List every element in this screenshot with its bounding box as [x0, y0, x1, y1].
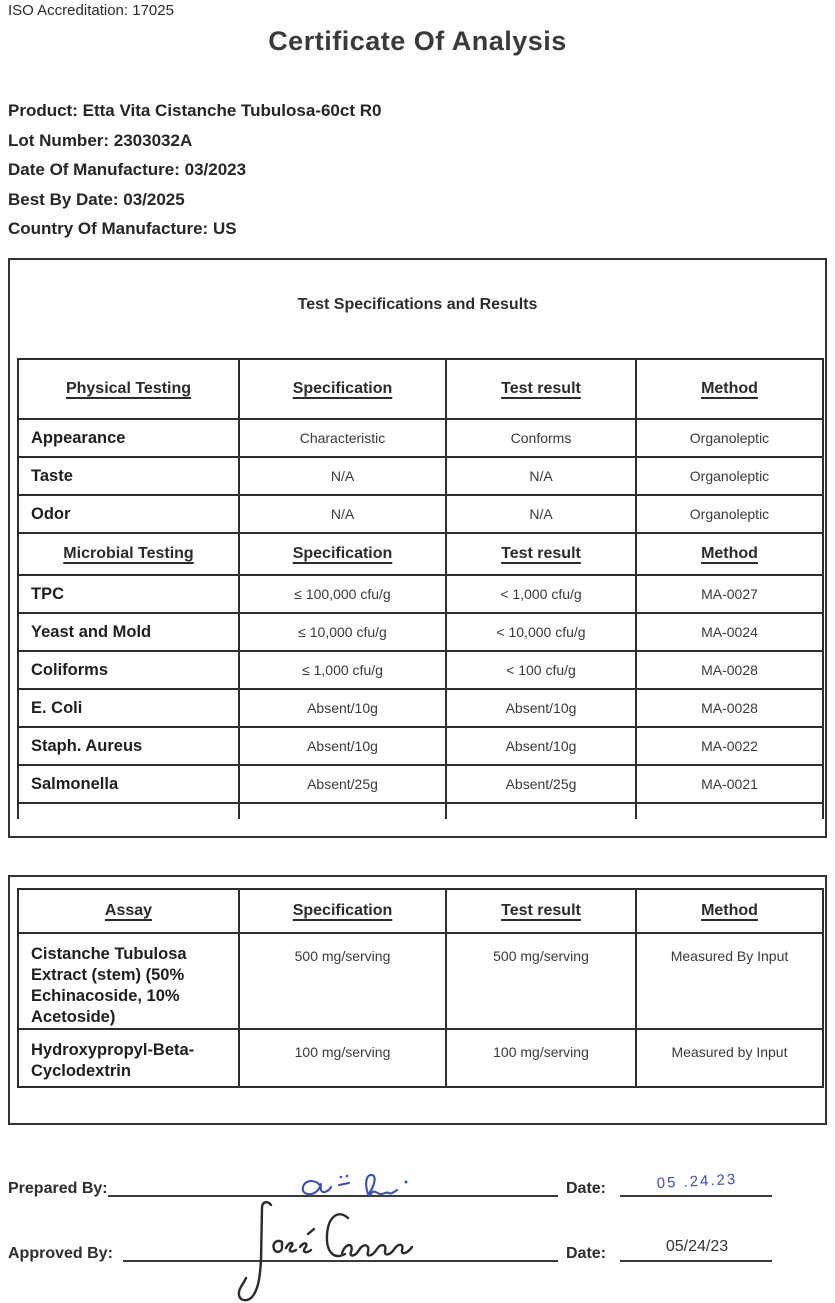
method-value: MA-0027 [636, 575, 823, 613]
approved-by-label: Approved By: [8, 1245, 113, 1262]
column-header-label: Specification [292, 545, 393, 562]
iso-accreditation-text: ISO Accreditation: 17025 [8, 2, 174, 19]
column-header-label: Method [701, 545, 758, 562]
clipped-cell [636, 803, 823, 819]
column-header [239, 889, 446, 933]
item-name: Hydroxypropyl-Beta-Cyclodextrin [18, 1029, 239, 1087]
spec-value: 500 mg/serving [239, 933, 446, 1029]
spec-value: N/A [239, 495, 446, 533]
document-title: Certificate Of Analysis [268, 26, 567, 56]
item-name: E. Coli [18, 689, 239, 727]
best-by-date-line: Best By Date: 03/2025 [8, 189, 185, 209]
clipped-row [18, 803, 823, 819]
column-header [18, 359, 239, 419]
item-name: Staph. Aureus [18, 727, 239, 765]
method-value: MA-0028 [636, 651, 823, 689]
spec-value: Characteristic [239, 419, 446, 457]
column-header [636, 889, 823, 933]
method-value: Organoleptic [636, 457, 823, 495]
prepared-date-line [620, 1195, 772, 1197]
column-header-label: Specification [292, 902, 393, 919]
results-box [8, 258, 827, 838]
column-header [636, 359, 823, 419]
header-row [18, 889, 823, 933]
header-row [18, 533, 823, 575]
column-header-label: Test result [501, 380, 581, 397]
spec-value: Absent/25g [239, 765, 446, 803]
method-value: MA-0021 [636, 765, 823, 803]
method-value: Measured by Input [636, 1029, 823, 1087]
result-value: N/A [446, 457, 636, 495]
column-header-label: Test result [501, 902, 581, 919]
column-header-label: Microbial Testing [63, 545, 194, 562]
result-value: Absent/10g [446, 727, 636, 765]
column-header [446, 359, 636, 419]
spec-value: 100 mg/serving [239, 1029, 446, 1087]
lot-number-line: Lot Number: 2303032A [8, 130, 193, 150]
approved-signature-ink [226, 1198, 426, 1303]
approved-date-value: 05/24/23 [665, 1238, 729, 1255]
results-table-title: Test Specifications and Results [297, 296, 538, 313]
clipped-cell [239, 803, 446, 819]
method-value: Organoleptic [636, 419, 823, 457]
approved-date-line [620, 1260, 772, 1262]
manufacture-date-line: Date Of Manufacture: 03/2023 [8, 160, 247, 179]
table-row [18, 651, 823, 689]
item-name: Yeast and Mold [18, 613, 239, 651]
table-row [18, 457, 823, 495]
column-header-label: Method [701, 902, 758, 919]
table-row [18, 933, 823, 1029]
table-row [18, 613, 823, 651]
column-header-label: Assay [104, 902, 153, 919]
table-row [18, 419, 823, 457]
method-value: MA-0022 [636, 727, 823, 765]
prepared-date-label: Date: [566, 1180, 607, 1197]
column-header [636, 533, 823, 575]
item-name: Salmonella [18, 765, 239, 803]
column-header-label: Physical Testing [65, 380, 192, 397]
spec-value: ≤ 100,000 cfu/g [239, 575, 446, 613]
assay-box [8, 875, 827, 1125]
result-value: N/A [446, 495, 636, 533]
prepared-by-label: Prepared By: [8, 1180, 108, 1197]
result-value: Absent/10g [446, 689, 636, 727]
item-name: Odor [18, 495, 239, 533]
product-info-block [8, 96, 381, 244]
table-row [18, 495, 823, 533]
column-header [239, 533, 446, 575]
prepared-date-value: 05 .24.23 [656, 1170, 738, 1193]
column-header [18, 889, 239, 933]
table-row [18, 727, 823, 765]
table-row [18, 1029, 823, 1087]
spec-value: ≤ 10,000 cfu/g [239, 613, 446, 651]
item-name: Cistanche Tubulosa Extract (stem) (50% Echinacoside, 10% Acetoside) [18, 933, 239, 1029]
result-value: Absent/25g [446, 765, 636, 803]
method-value: Organoleptic [636, 495, 823, 533]
column-header-label: Method [701, 380, 758, 397]
method-value: MA-0028 [636, 689, 823, 727]
clipped-cell [18, 803, 239, 819]
country-line: Country Of Manufacture: US [8, 219, 237, 238]
spec-value: ≤ 1,000 cfu/g [239, 651, 446, 689]
results-table [17, 358, 824, 819]
column-header-label: Specification [292, 380, 393, 397]
table-row [18, 765, 823, 803]
result-value: < 100 cfu/g [446, 651, 636, 689]
table-row [18, 575, 823, 613]
result-value: Conforms [446, 419, 636, 457]
spec-value: Absent/10g [239, 689, 446, 727]
result-value: 100 mg/serving [446, 1029, 636, 1087]
result-value: < 10,000 cfu/g [446, 613, 636, 651]
item-name: TPC [18, 575, 239, 613]
item-name: Taste [18, 457, 239, 495]
assay-table [17, 888, 824, 1088]
column-header [18, 533, 239, 575]
column-header-label: Test result [501, 545, 581, 562]
item-name: Appearance [18, 419, 239, 457]
column-header [446, 889, 636, 933]
column-header [239, 359, 446, 419]
result-value: 500 mg/serving [446, 933, 636, 1029]
method-value: Measured By Input [636, 933, 823, 1029]
spec-value: Absent/10g [239, 727, 446, 765]
spec-value: N/A [239, 457, 446, 495]
column-header [446, 533, 636, 575]
result-value: < 1,000 cfu/g [446, 575, 636, 613]
product-line: Product: Etta Vita Cistanche Tubulosa-60ct R0 [8, 101, 382, 120]
clipped-cell [446, 803, 636, 819]
table-row [18, 689, 823, 727]
method-value: MA-0024 [636, 613, 823, 651]
approved-date-label: Date: [566, 1245, 607, 1262]
item-name: Coliforms [18, 651, 239, 689]
header-row [18, 359, 823, 419]
